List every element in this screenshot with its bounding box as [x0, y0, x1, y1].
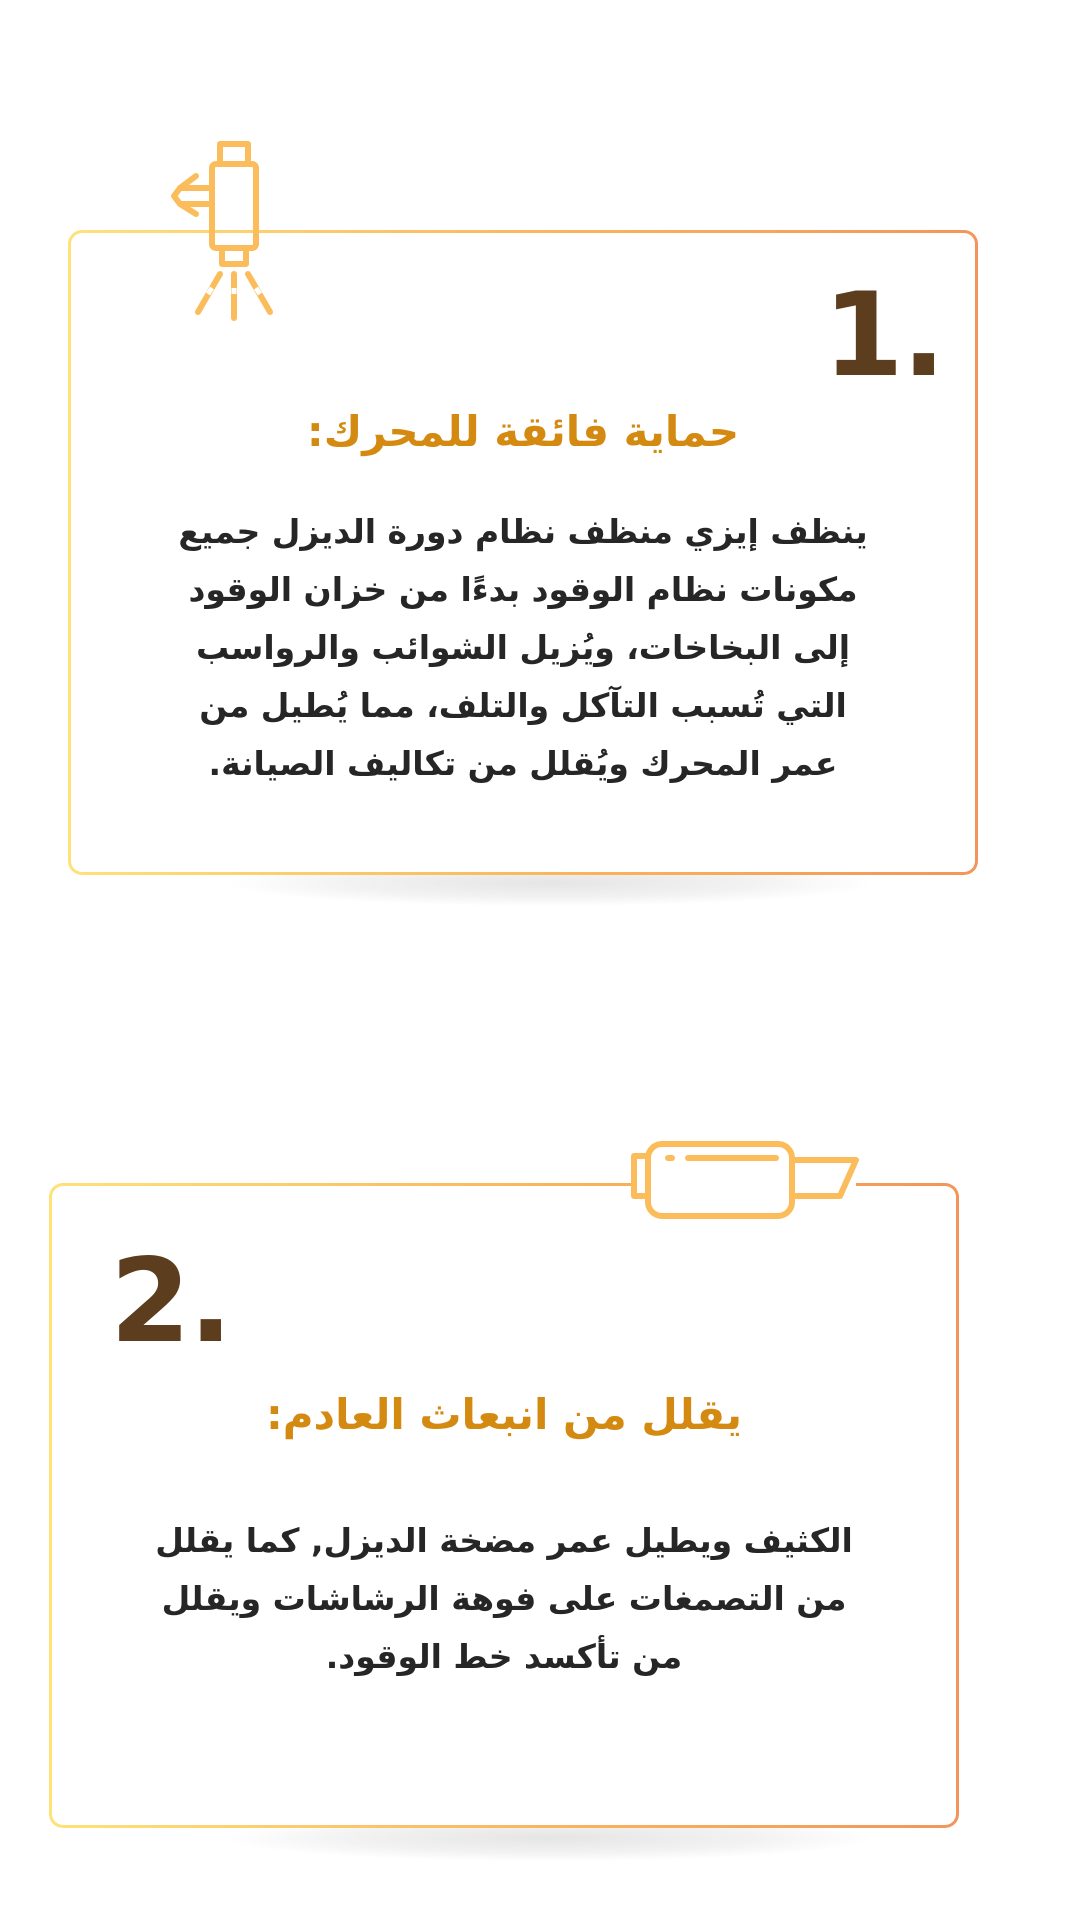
fuel-injector-icon: [170, 138, 280, 328]
card-heading: يقلل من انبعاث العادم:: [265, 1390, 743, 1439]
card-heading: حماية فائقة للمحرك:: [306, 407, 740, 456]
card-body: الكثيف ويطيل عمر مضخة الديزل, كما يقلل من التصمغات على فوهة الرشاشات ويقلل من تأكسد خط الوقود.: [155, 1521, 853, 1676]
card-number: 1.: [823, 268, 944, 403]
card-body: ينظف إيزي منظف نظام دورة الديزل جميع مكونات نظام الوقود بدءًا من خزان الوقود إلى البخاخات، ويُزيل الشوائب والرواسب التي تُسبب التآكل والتلف، مما يُطيل من عمر المحرك ويُقلل من تكاليف الصيانة.: [178, 512, 868, 783]
card-number: 2.: [110, 1234, 231, 1369]
fuel-filter-icon: [626, 1138, 862, 1224]
